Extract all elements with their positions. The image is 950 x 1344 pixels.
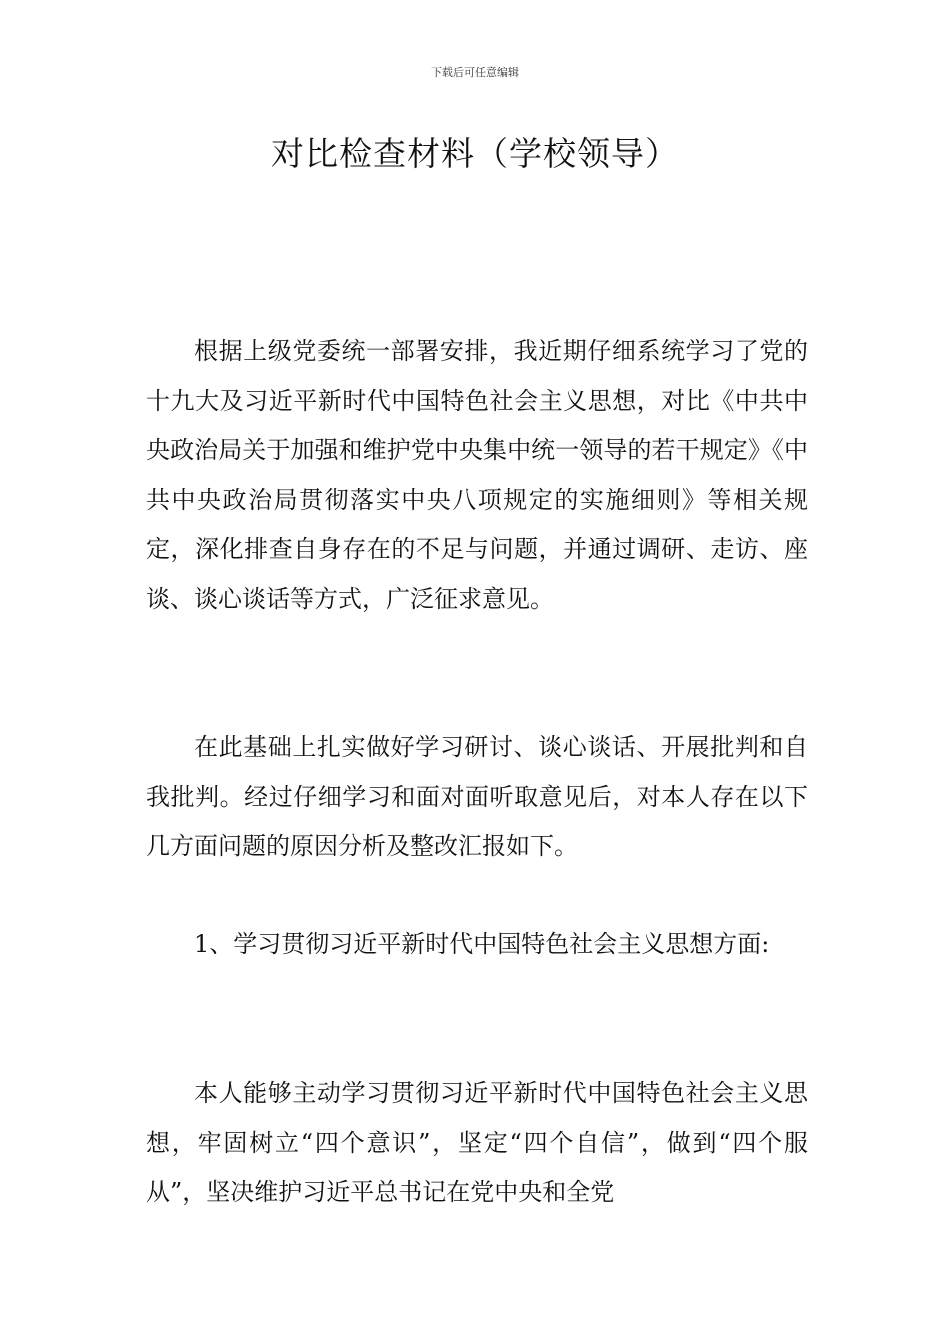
section-heading-1-text: 1、学习贯彻习近平新时代中国特色社会主义思想方面: xyxy=(194,930,770,958)
paragraph-1 xyxy=(146,327,808,625)
paragraph-3 xyxy=(146,1069,808,1218)
section-heading-1 xyxy=(146,920,808,970)
header-note: 下载后可任意编辑 xyxy=(431,66,519,79)
paragraph-3-text: 本人能够主动学习贯彻习近平新时代中国特色社会主义思想，牢固树立“四个意识”，坚定“四个自信”，做到“四个服从”，坚决维护习近平总书记在党中央和全党 xyxy=(146,1079,808,1207)
paragraph-2 xyxy=(146,723,808,872)
document-title: 对比检查材料（学校领导） xyxy=(271,134,679,173)
paragraph-2-text: 在此基础上扎实做好学习研讨、谈心谈话、开展批判和自我批判。经过仔细学习和面对面听取意见后，对本人存在以下几方面问题的原因分析及整改汇报如下。 xyxy=(146,733,808,861)
paragraph-1-text: 根据上级党委统一部署安排，我近期仔细系统学习了党的十九大及习近平新时代中国特色社会主义思想，对比《中共中央政治局关于加强和维护党中央集中统一领导的若干规定》《中共中央政治局贯彻落实中央八项规定的实施细则》等相关规定，深化排查自身存在的不足与问题，并通过调研、走访、座谈、谈心谈话等方式，广泛征求意见。 xyxy=(146,337,808,613)
